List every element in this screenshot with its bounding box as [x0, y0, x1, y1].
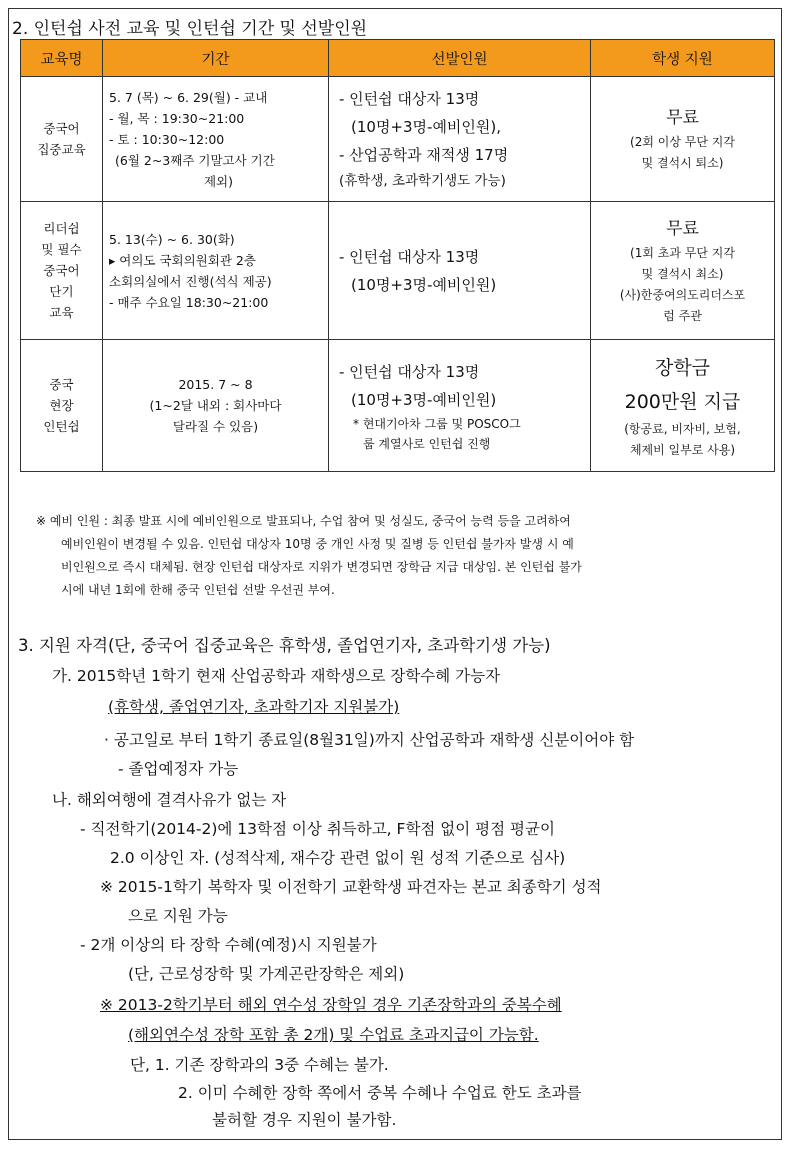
internship-table	[20, 39, 775, 472]
row3-name	[21, 340, 103, 472]
cell-line: - 토 : 10:30~12:00	[109, 131, 225, 147]
cell-line: 현장	[49, 398, 74, 413]
table-row	[21, 202, 775, 340]
row2-period	[103, 202, 329, 340]
reserve-note	[36, 510, 776, 602]
cell-line: (휴학생, 초과학기생도 가능)	[339, 173, 506, 189]
note-line: 예비인원이 변경될 수 있음. 인턴쉽 대상자 10명 중 개인 사정 및 질병 등 인턴쉽 불가자 발생 시 예	[61, 537, 574, 551]
cell-line: (사)한중여의도리더스포	[619, 287, 746, 302]
col-header-period: 기간	[103, 40, 329, 77]
cell-line: (1회 초과 무단 지각	[630, 245, 735, 260]
table-row	[21, 77, 775, 202]
cell-line: 장학금	[654, 356, 711, 379]
cell-line: 중국	[49, 377, 74, 392]
dan-item-2-cont: 불허할 경우 지원이 불가함.	[212, 1111, 397, 1129]
cell-line: 룹 계열사로 인턴쉽 진행	[363, 436, 491, 451]
criteria-b1-note2: 으로 지원 가능	[128, 907, 228, 925]
criteria-a-title: 가. 2015학년 1학기 현재 산업공학과 재학생으로 장학수혜 가능자	[52, 667, 501, 685]
cell-line: 200만원 지급	[624, 390, 741, 413]
cell-line: (2회 이상 무단 지각	[630, 135, 735, 149]
cell-line: (1~2달 내외 : 회사마다	[149, 398, 282, 413]
row3-selection	[329, 340, 591, 472]
cell-line: 및 결석시 퇴소)	[641, 156, 724, 170]
table-row	[21, 340, 775, 472]
cell-line: 제외)	[203, 173, 234, 189]
dan-item-1: 단, 1. 기존 장학과의 3중 수혜는 불가.	[130, 1056, 389, 1074]
section2-title: 2. 인턴쉽 사전 교육 및 인턴쉽 기간 및 선발인원	[12, 19, 368, 39]
cell-line: - 월, 목 : 19:30~21:00	[109, 110, 245, 126]
cell-line: ▸ 여의도 국회의원회관 2층	[109, 252, 256, 268]
cell-line: 무료	[666, 218, 699, 239]
cell-line: 2015. 7 ~ 8	[178, 377, 253, 392]
criteria-b1-line2: 2.0 이상인 자. (성적삭제, 재수강 관련 없이 원 성적 기준으로 심사)	[110, 849, 566, 867]
cell-line: - 매주 수요일 18:30~21:00	[109, 294, 269, 310]
cell-line: - 인턴쉽 대상자 13명	[339, 362, 480, 381]
cell-line: - 인턴쉽 대상자 13명	[339, 90, 480, 108]
col-header-selection: 선발인원	[329, 40, 591, 77]
row2-name	[21, 202, 103, 340]
row3-support	[591, 340, 775, 472]
row3-period	[103, 340, 329, 472]
criteria-b-title: 나. 해외여행에 결격사유가 없는 자	[52, 791, 287, 809]
section3-title: 3. 지원 자격(단, 중국어 집중교육은 휴학생, 졸업연기자, 초과학기생 가능)	[18, 636, 551, 655]
row1-support	[591, 77, 775, 202]
criteria-b1-line1: - 직전학기(2014-2)에 13학점 이상 취득하고, F학점 없이 평점 평균이	[80, 820, 555, 838]
note-line: ※ 예비 인원 : 최종 발표 시에 예비인원으로 발표되나, 수업 참여 및 성실도, 중국어 능력 등을 고려하여	[36, 514, 571, 528]
note-line: 시에 내년 1회에 한해 중국 인턴쉽 선발 우선권 부여.	[61, 583, 335, 597]
cell-line: - 산업공학과 재적생 17명	[339, 146, 509, 164]
cell-line: 5. 7 (목) ~ 6. 29(월) - 교내	[109, 89, 268, 105]
criteria-a-subnote: (휴학생, 졸업연기자, 초과학기자 지원불가)	[108, 698, 400, 716]
cell-line: (10명+3명-예비인원),	[351, 118, 502, 136]
cell-line: 중국어	[43, 121, 80, 136]
cell-line: (10명+3명-예비인원)	[351, 275, 497, 294]
row2-selection	[329, 202, 591, 340]
criteria-a-bullet: · 공고일로 부터 1학기 종료일(8월31일)까지 산업공학과 재학생 신분이어야 함	[104, 731, 635, 749]
cell-line: - 인턴쉽 대상자 13명	[339, 247, 480, 266]
table-header-row	[21, 40, 775, 77]
row1-name	[21, 77, 103, 202]
cell-line: 및 필수	[41, 242, 82, 257]
criteria-b2-line1: - 2개 이상의 타 장학 수혜(예정)시 지원불가	[80, 936, 377, 954]
cell-line: 무료	[666, 108, 699, 128]
criteria-b2-note1: ※ 2013-2학기부터 해외 연수성 장학일 경우 기존장학과의 중복수혜	[100, 996, 562, 1014]
dan-item-2: 2. 이미 수혜한 장학 쪽에서 중복 수혜나 수업료 한도 초과를	[178, 1084, 582, 1102]
criteria-b2-line2: (단, 근로성장학 및 가계곤란장학은 제외)	[128, 965, 405, 983]
cell-line: 중국어	[43, 263, 80, 278]
row1-selection	[329, 77, 591, 202]
cell-line: 리더쉽	[43, 221, 80, 236]
cell-line: 및 결석시 최소)	[641, 266, 724, 281]
cell-line: (6월 2~3째주 기말고사 기간	[115, 152, 275, 168]
criteria-a-bullet2: - 졸업예정자 가능	[118, 760, 239, 778]
cell-line: (항공료, 비자비, 보험,	[624, 421, 741, 436]
cell-line: 럼 주관	[663, 308, 702, 323]
cell-line: 체제비 일부로 사용)	[629, 442, 736, 457]
col-header-name: 교육명	[21, 40, 103, 77]
criteria-b2-note2: (해외연수성 장학 포함 총 2개) 및 수업료 초과지급이 가능함.	[128, 1026, 539, 1044]
col-header-support: 학생 지원	[591, 40, 775, 77]
cell-line: 5. 13(수) ~ 6. 30(화)	[109, 231, 235, 247]
cell-line: 집중교육	[37, 142, 86, 157]
row2-support	[591, 202, 775, 340]
row1-period	[103, 77, 329, 202]
cell-line: 소회의실에서 진행(석식 제공)	[109, 273, 272, 289]
cell-line: 달라질 수 있음)	[172, 419, 259, 434]
cell-line: 단기	[49, 284, 74, 299]
cell-line: (10명+3명-예비인원)	[351, 390, 497, 409]
cell-line: * 현대기아차 그룹 및 POSCO그	[353, 416, 521, 431]
criteria-b1-note1: ※ 2015-1학기 복학자 및 이전학기 교환학생 파견자는 본교 최종학기 성적	[100, 878, 602, 896]
cell-line: 인턴쉽	[43, 419, 80, 434]
note-line: 비인원으로 즉시 대체됨. 현장 인턴쉽 대상자로 지위가 변경되면 장학금 지급 대상임. 본 인턴쉽 불가	[61, 560, 582, 574]
cell-line: 교육	[49, 305, 74, 320]
